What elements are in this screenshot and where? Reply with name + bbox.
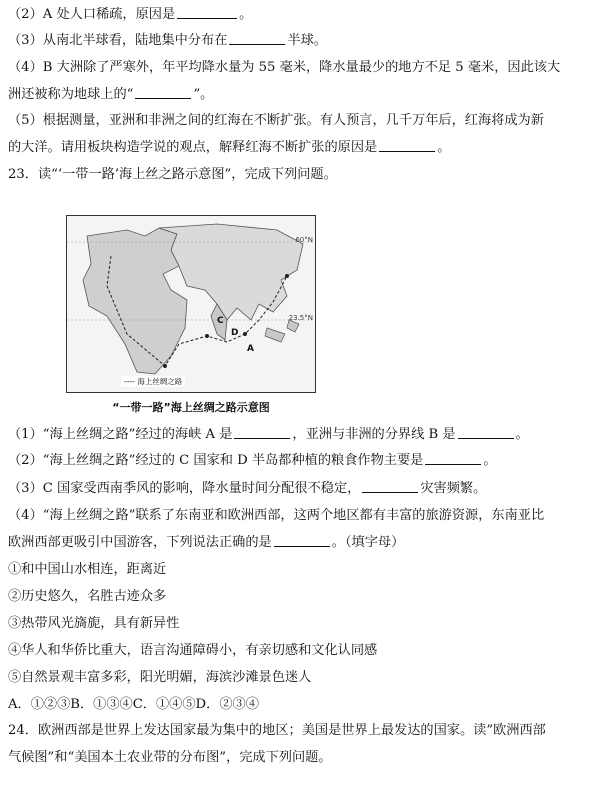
text-line — [8, 534, 587, 552]
text-segment: ，亚洲与非洲的分界线 B 是 — [292, 427, 456, 442]
text-segment: 。（填字母） — [331, 535, 405, 550]
text-segment: 灾害频繁。 — [420, 481, 487, 496]
text-segment: 。 — [515, 427, 529, 442]
silk-road-map-figure — [66, 215, 316, 414]
map-caption: “一带一路”海上丝绸之路示意图 — [112, 401, 270, 414]
text-segment: （4）“海上丝绸之路”联系了东南亚和欧洲西部，这两个地区都有丰富的旅游资源，东南亚比 — [8, 508, 545, 523]
map-legend: ---- 海上丝绸之路 — [121, 376, 185, 387]
map-label-a: A — [247, 344, 254, 354]
text-line — [8, 588, 587, 606]
text-line — [8, 642, 587, 660]
text-segment: 欧洲西部更吸引中国游客，下列说法正确的是 — [8, 535, 272, 550]
text-line — [8, 59, 587, 77]
text-line — [8, 722, 587, 740]
text-line — [8, 6, 587, 24]
text-line — [8, 166, 587, 184]
text-segment: （4）B 大洲除了严寒外，年平均降水量为 55 毫米，降水量最少的地方不足 5 毫米，因此该大 — [8, 60, 561, 75]
text-line — [8, 561, 587, 579]
text-segment: ①和中国山水相连，距离近 — [8, 562, 167, 577]
text-line — [8, 112, 587, 130]
route-node — [285, 274, 289, 278]
route-node — [243, 332, 247, 336]
map-drawing — [67, 216, 316, 393]
text-segment: （3）从南北半球看，陆地集中分布在 — [8, 33, 228, 48]
text-segment: ”。 — [193, 87, 214, 102]
text-line — [8, 669, 587, 687]
text-segment: 的大洋。请用板块构造学说的观点，解释红海不断扩张的原因是 — [8, 140, 378, 155]
answer-blank[interactable] — [229, 32, 285, 45]
route-node — [163, 364, 167, 368]
text-segment: ②历史悠久，名胜古迹众多 — [8, 589, 167, 604]
text-line — [8, 507, 587, 525]
route-node — [205, 334, 209, 338]
text-segment: 洲还被称为地球上的“ — [8, 87, 134, 102]
text-segment: ④华人和华侨比重大，语言沟通障碍小，有亲切感和文化认同感 — [8, 643, 378, 658]
text-segment: （1）“海上丝绸之路”经过的海峡 A 是 — [8, 427, 233, 442]
answer-blank[interactable] — [425, 452, 481, 465]
answer-blank[interactable] — [379, 139, 435, 152]
text-segment: ⑤自然景观丰富多彩，阳光明媚，海滨沙滩景色迷人 — [8, 670, 312, 685]
text-segment: ③热带风光旖旎，具有新异性 — [8, 616, 180, 631]
text-line — [8, 452, 587, 470]
answer-blank[interactable] — [135, 86, 191, 99]
silk-road-map — [66, 215, 316, 393]
text-segment: 。 — [239, 7, 253, 22]
text-segment: 半球。 — [287, 33, 327, 48]
text-segment: 23．读“‘一带一路’海上丝之路示意图”，完成下列问题。 — [8, 167, 337, 182]
text-segment: 24．欧洲西部是世界上发达国家最为集中的地区；美国是世界上最发达的国家。读”欧洲西部 — [8, 723, 546, 738]
text-segment: 。 — [483, 453, 497, 468]
text-line — [8, 86, 587, 104]
answer-blank[interactable] — [274, 534, 330, 547]
text-line — [8, 615, 587, 633]
map-label-c: C — [217, 316, 224, 326]
text-segment: A．①②③B．①③④C．①④⑤D．②③④ — [8, 697, 259, 712]
answer-blank[interactable] — [177, 6, 237, 19]
text-line — [8, 749, 587, 767]
latitude-label: 60°N — [295, 236, 313, 244]
text-segment: （2）“海上丝绸之路”经过的 C 国家和 D 半岛都种植的粮食作物主要是 — [8, 453, 424, 468]
text-line — [8, 32, 587, 50]
text-line — [8, 480, 587, 498]
latitude-label: 23.5°N — [288, 314, 313, 322]
answer-blank[interactable] — [458, 426, 514, 439]
text-segment: （2）A 处人口稀疏，原因是 — [8, 7, 176, 22]
text-segment: 气候图”和“美国本土农业带的分布图”，完成下列问题。 — [8, 750, 332, 765]
text-line — [8, 426, 587, 444]
answer-blank[interactable] — [362, 480, 418, 493]
text-line — [8, 139, 587, 157]
map-label-d: D — [231, 328, 239, 338]
answer-blank[interactable] — [234, 426, 290, 439]
text-line — [8, 696, 587, 714]
text-segment: （3）C 国家受西南季风的影响，降水量时间分配很不稳定， — [8, 481, 361, 496]
text-segment: （5）根据测量，亚洲和非洲之间的红海在不断扩张。有人预言，几千万年后，红海将成为新 — [8, 113, 544, 128]
island-shape — [265, 328, 285, 342]
text-segment: 。 — [437, 140, 451, 155]
